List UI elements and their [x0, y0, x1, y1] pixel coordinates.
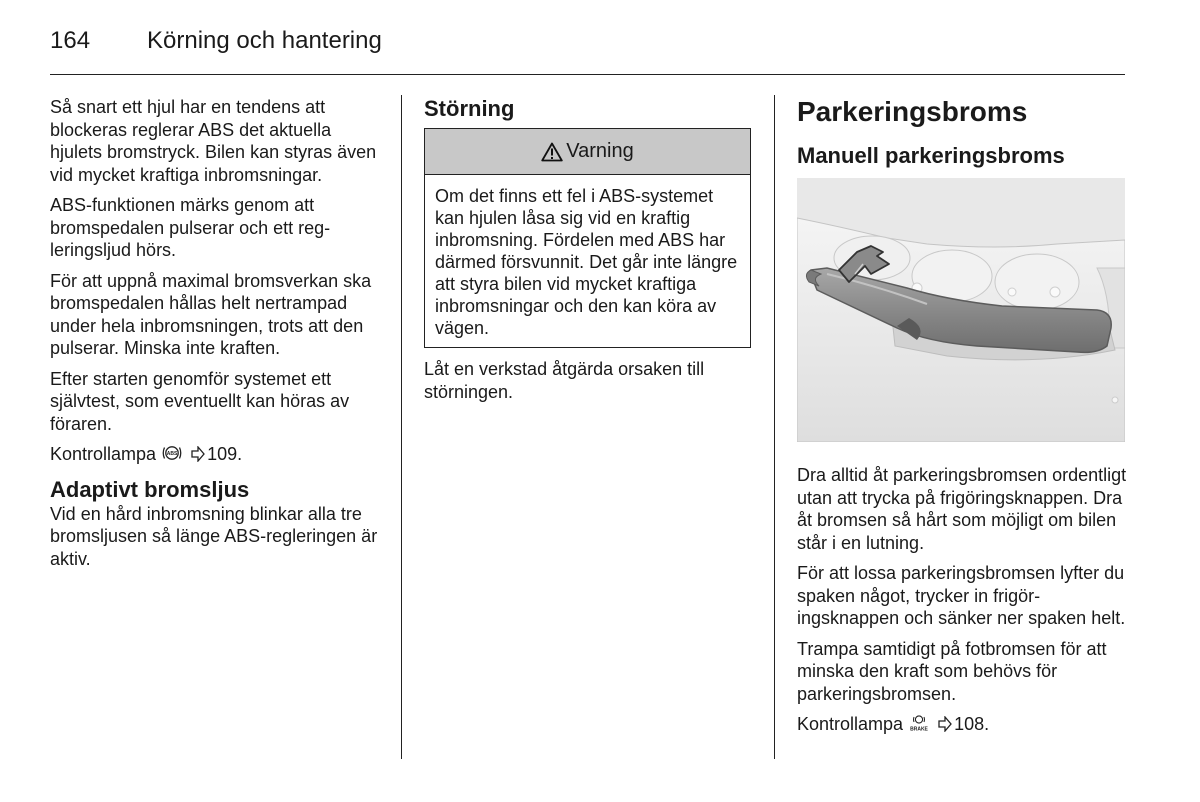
parking-brake-heading: Parkeringsbroms: [797, 96, 1028, 127]
abs-paragraph-2: ABS-funktionen märks genom att bromspedalen pulserar och ett regleringsljud hörs.: [50, 195, 331, 260]
brake-warning-light-icon: [908, 714, 930, 732]
abs-paragraph-1: Så snart ett hjul har en tendens att blockeras reglerar ABS det aktuella hjulets bromstryck. Bilen kan styras även vid mycket kraftiga inbromsningar.: [50, 97, 377, 185]
column-divider-2: [774, 95, 775, 759]
column-divider-1: [401, 95, 402, 759]
warning-title: Varning: [566, 140, 634, 163]
fault-heading: Störning: [424, 96, 515, 121]
kontrollampa-page: 108.: [954, 714, 990, 734]
column-parking-brake: [797, 96, 1127, 744]
column-abs: [50, 96, 380, 578]
warning-box-header: [425, 129, 750, 175]
page-reference-arrow-icon: [191, 446, 205, 462]
parking-brake-lever-illustration: [797, 178, 1125, 442]
column-fault: [424, 96, 754, 411]
parking-brake-paragraph-2: För att lossa parkeringsbromsen lyfter du spaken något, trycker in frigöringsknappen och sänker ner spaken helt.: [797, 563, 1126, 628]
section-title: Körning och hantering: [147, 27, 382, 54]
manual-parking-brake-heading: Manuell parkeringsbroms: [797, 143, 1065, 168]
page-reference-arrow-icon: [938, 716, 952, 732]
page-number: 164: [50, 27, 91, 54]
header-rule: [50, 74, 1125, 75]
parking-brake-kontrollampa-ref: [797, 713, 1127, 736]
abs-warning-light-icon: [161, 444, 183, 462]
adaptive-brake-light-text: Vid en hård inbromsning blinkar alla tre bromsljusen så länge ABS-regleringen är aktiv.: [50, 503, 378, 569]
adaptive-brake-light-heading: Adaptivt bromsljus: [50, 476, 250, 502]
parking-brake-illustration: [797, 178, 1125, 442]
page-header: [50, 26, 1125, 56]
parking-brake-paragraph-3: Trampa samtidigt på fotbromsen för att minska den kraft som behövs för parkeringsbromsen.: [797, 638, 1107, 704]
abs-paragraph-4: Efter starten genomför systemet ett självtest, som eventuellt kan höras av föraren.: [50, 368, 350, 434]
kontrollampa-label: Kontrollampa: [50, 444, 157, 464]
svg-text:ABS: ABS: [166, 451, 178, 457]
warning-triangle-icon: [541, 142, 563, 162]
abs-kontrollampa-ref: [50, 443, 380, 466]
parking-brake-paragraph-1: Dra alltid åt parkeringsbromsen ordentligt utan att trycka på frigöringsknappen. Dra åt bromsen så hårt som möjligt om bilen står i en lutning.: [797, 465, 1127, 553]
kontrollampa-page: 109.: [207, 444, 243, 464]
fault-paragraph: Låt en verkstad åtgärda orsaken till störningen.: [424, 359, 705, 402]
kontrollampa-label: Kontrollampa: [797, 714, 904, 734]
brake-icon-label: BRAKE: [910, 726, 928, 732]
abs-paragraph-3: För att uppnå maximal bromsverkan ska bromspedalen hållas helt nertrampad under hela inbromsningen, trots att den pulserar. Minska inte kraften.: [50, 270, 372, 358]
warning-box: [424, 128, 751, 348]
warning-text: Om det finns ett fel i ABS-systemet kan hjulen låsa sig vid en kraftig inbromsning. Fördelen med ABS har därmed försvunnit. Det går inte längre att styra bilen vid mycket kraftiga inbromsningar och den kan köra av vägen.: [435, 186, 738, 338]
